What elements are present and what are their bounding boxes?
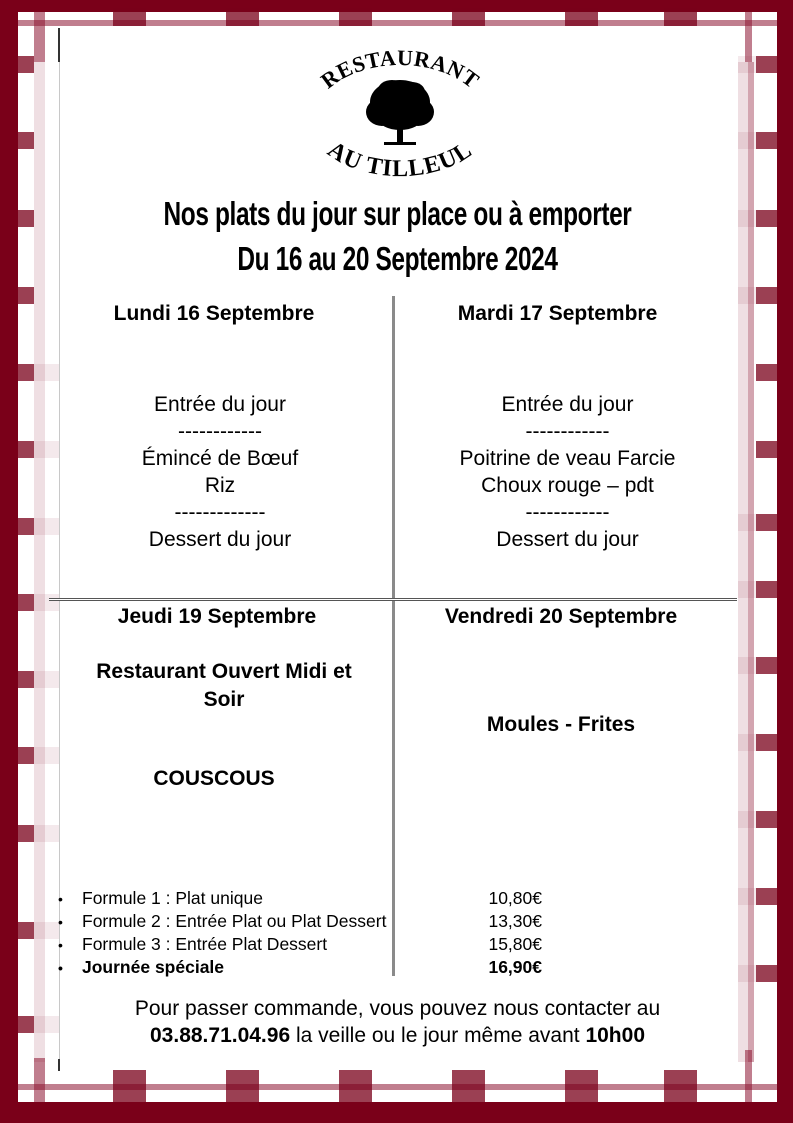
friday-dish: Moules - Frites (486, 713, 636, 736)
border-square (18, 364, 34, 381)
formula-label: Formule 2 : Entrée Plat ou Plat Dessert (82, 911, 387, 931)
border-square-pale (738, 965, 756, 982)
border-square (18, 922, 34, 939)
border-square-pale (738, 734, 756, 751)
border-left-band-top (34, 12, 45, 62)
border-square-pale (34, 518, 59, 535)
menu-item: Entrée du jour (154, 393, 286, 416)
formula-price: 13,30€ (488, 911, 542, 931)
formula-price: 10,80€ (488, 888, 542, 908)
border-left-band (34, 62, 45, 1062)
border-square (756, 734, 777, 751)
bullet: • (58, 937, 63, 953)
menu-item: Poitrine de veau Farcie (459, 447, 676, 470)
border-square (18, 441, 34, 458)
border-square (113, 1070, 146, 1102)
formula-label: Journée spéciale (82, 957, 225, 977)
border-square (756, 657, 777, 674)
menu-item: Riz (204, 474, 236, 497)
bullet: • (58, 891, 63, 907)
vertical-divider (392, 296, 395, 976)
formula-item (58, 887, 542, 910)
border-square (18, 594, 34, 611)
border-square (756, 811, 777, 828)
border-square-pale (738, 657, 756, 674)
notice-line: Soir (203, 688, 245, 711)
border-square-pale (738, 581, 756, 598)
border-right-band-bottom (745, 1050, 752, 1102)
border-square-pale (34, 594, 59, 611)
formula-list (58, 887, 542, 979)
border-square (756, 514, 777, 531)
border-square-pale (738, 56, 756, 73)
notice-line: Restaurant Ouvert Midi et (96, 660, 352, 683)
contact-middle: la veille ou le jour même avant (290, 1024, 586, 1047)
border-square (18, 210, 34, 227)
border-square (113, 8, 146, 26)
formula-label: Formule 3 : Entrée Plat Dessert (82, 934, 328, 954)
border-square (756, 581, 777, 598)
menu-item: Choux rouge – pdt (481, 474, 654, 497)
formula-item-special (58, 956, 542, 979)
border-square (756, 888, 777, 905)
border-square (226, 1070, 259, 1102)
page-corner-mark (58, 1059, 60, 1071)
border-square-pale (738, 888, 756, 905)
menu-item: Entrée du jour (501, 393, 634, 416)
border-square (226, 8, 259, 26)
menu-item: Dessert du jour (496, 528, 639, 551)
border-bottom-outer (0, 1102, 793, 1123)
border-square (452, 1070, 485, 1102)
svg-text:AU TILLEUL: AU TILLEUL (322, 136, 478, 183)
thursday-dish: COUSCOUS (153, 767, 275, 790)
menu-separator: ------------ (525, 501, 610, 524)
thursday-title: Jeudi 19 Septembre (117, 605, 317, 628)
border-square (339, 1070, 372, 1102)
border-square-pale (738, 210, 756, 227)
tuesday-menu (410, 391, 725, 553)
border-square (18, 1016, 34, 1033)
menu-item: Émincé de Bœuf (141, 447, 299, 470)
border-square (756, 441, 777, 458)
border-left-band-bottom (34, 1058, 45, 1102)
menu-separator: ------------- (174, 501, 266, 524)
border-square (756, 965, 777, 982)
bullet: • (58, 960, 63, 976)
horizontal-divider (49, 598, 737, 601)
border-square (18, 132, 34, 149)
border-square (664, 1070, 697, 1102)
border-square-pale (34, 364, 59, 381)
restaurant-logo (300, 40, 500, 190)
menu-separator: ------------ (525, 420, 610, 443)
border-square (756, 364, 777, 381)
border-square-pale (738, 811, 756, 828)
border-square-pale (34, 825, 59, 842)
monday-menu (60, 391, 380, 553)
svg-text:RESTAURANT: RESTAURANT (315, 44, 485, 94)
thursday-notice (60, 658, 388, 714)
border-square (756, 287, 777, 304)
border-square (18, 287, 34, 304)
border-square (565, 8, 598, 26)
border-square (756, 132, 777, 149)
border-square-pale (34, 1016, 59, 1033)
menu-item: Dessert du jour (148, 528, 292, 551)
border-square (664, 8, 697, 26)
border-square (18, 518, 34, 535)
border-square-pale (34, 671, 59, 688)
border-square (339, 8, 372, 26)
border-square-pale (34, 922, 59, 939)
formula-price: 15,80€ (488, 934, 542, 954)
formula-label: Formule 1 : Plat unique (82, 888, 263, 908)
monday-title: Lundi 16 Septembre (113, 302, 315, 325)
border-square (18, 747, 34, 764)
order-deadline: 10h00 (585, 1024, 645, 1047)
page-title: Nos plats du jour sur place ou à emporter (163, 195, 632, 232)
border-square (18, 825, 34, 842)
border-right-band-top (745, 12, 752, 62)
formula-item (58, 933, 542, 956)
formula-price: 16,90€ (488, 957, 542, 977)
bullet: • (58, 914, 63, 930)
border-square (18, 671, 34, 688)
contact-line: Pour passer commande, vous pouvez nous contacter au (134, 997, 661, 1020)
formula-item (58, 910, 542, 933)
border-square (18, 56, 34, 73)
border-square (756, 210, 777, 227)
phone-number: 03.88.71.04.96 (150, 1024, 291, 1047)
border-square-pale (738, 132, 756, 149)
border-square-pale (34, 441, 59, 458)
tuesday-title: Mardi 17 Septembre (457, 302, 658, 325)
contact-info (60, 995, 735, 1049)
border-square-pale (738, 287, 756, 304)
border-square (756, 56, 777, 73)
border-left-outer (0, 0, 18, 1123)
tree-icon (300, 40, 500, 190)
date-range-title: Du 16 au 20 Septembre 2024 (237, 240, 558, 277)
menu-separator: ------------ (178, 420, 262, 443)
contact-line (60, 1022, 735, 1049)
page-corner-mark (58, 28, 60, 62)
border-square-pale (34, 747, 59, 764)
border-square-pale (738, 514, 756, 531)
border-square (565, 1070, 598, 1102)
friday-title: Vendredi 20 Septembre (444, 605, 678, 628)
border-right-outer (777, 0, 793, 1123)
border-square (452, 8, 485, 26)
